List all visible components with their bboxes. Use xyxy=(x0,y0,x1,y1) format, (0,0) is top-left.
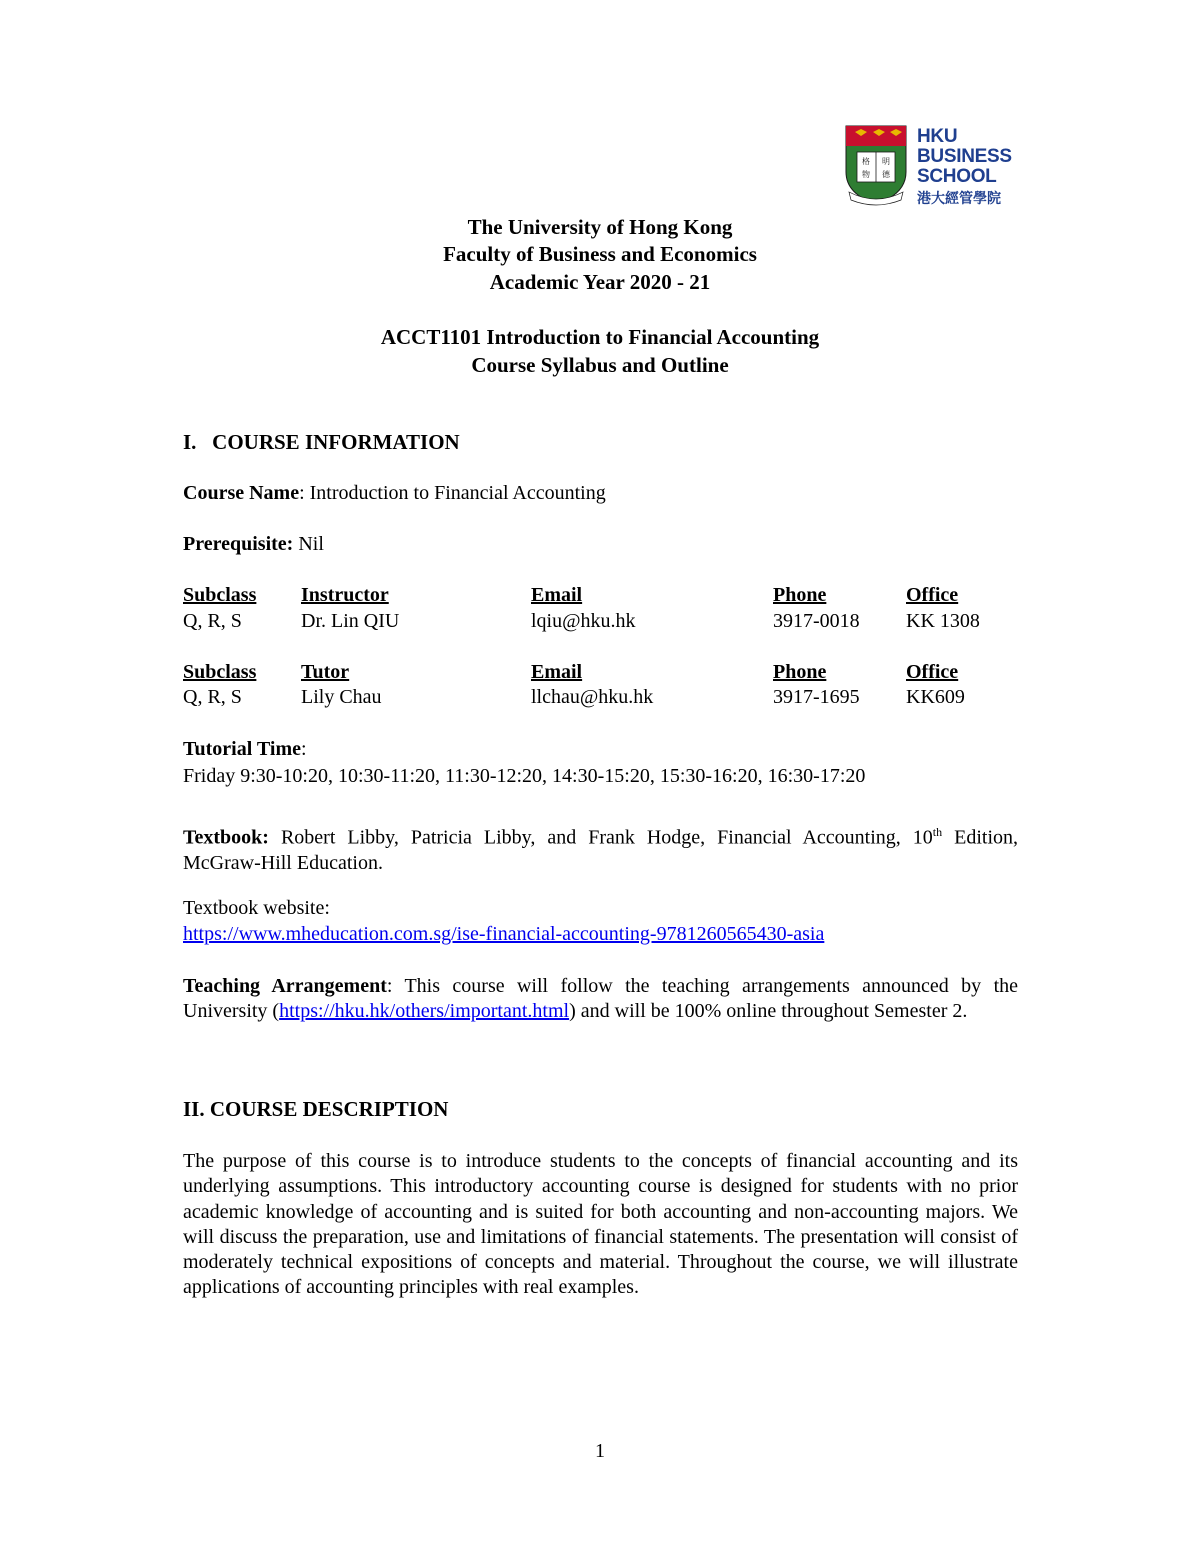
textbook-label: Textbook: xyxy=(183,826,269,849)
textbook-edition-superscript: th xyxy=(932,825,943,839)
academic-year: Academic Year 2020 - 21 xyxy=(489,270,711,294)
page-number: 1 xyxy=(595,1440,605,1462)
textbook-value: Robert Libby, Patricia Libby, and Frank Hodge, Financial Accounting, 10 xyxy=(268,826,933,849)
course-title: ACCT1101 Introduction to Financial Accounting xyxy=(380,325,820,349)
logo-wordmark xyxy=(917,127,1012,187)
tutor-header-email: Email xyxy=(531,661,583,683)
prerequisite-value: Nil xyxy=(293,533,324,555)
hku-business-school-logo xyxy=(843,124,1023,206)
tutor-office: KK609 xyxy=(906,686,965,708)
tutorial-time-label-line xyxy=(183,738,307,761)
logo-line-school: SCHOOL xyxy=(917,166,997,187)
tutor-header-subclass: Subclass xyxy=(183,661,257,683)
course-name-label: Course Name xyxy=(183,482,300,504)
tutor-subclass: Q, R, S xyxy=(183,686,242,708)
textbook-value-continued: Edition, McGraw-Hill Education. xyxy=(183,826,1018,874)
section-course-information-heading: I. COURSE INFORMATION xyxy=(183,430,460,454)
logo-chinese-name: 港大經管學院 xyxy=(917,191,1001,207)
teaching-arrangement-label: Teaching Arrangement xyxy=(183,975,387,997)
instructor-office: KK 1308 xyxy=(906,610,980,632)
teaching-arrangement-text: : This course will follow the teaching arrangements announced by the University ( xyxy=(183,975,1018,1023)
instructor-phone: 3917-0018 xyxy=(773,610,860,632)
instructor-header-phone: Phone xyxy=(773,584,827,606)
svg-text:明: 明 xyxy=(882,157,890,166)
instructor-email: lqiu@hku.hk xyxy=(531,610,636,632)
tutor-header-office: Office xyxy=(906,661,959,683)
section-course-description-heading: II. COURSE DESCRIPTION xyxy=(183,1097,449,1121)
tutor-phone: 3917-1695 xyxy=(773,686,860,708)
instructor-header-instructor: Instructor xyxy=(301,584,389,606)
tutor-header-tutor: Tutor xyxy=(301,661,350,683)
svg-text:物: 物 xyxy=(862,170,870,179)
syllabus-subtitle: Course Syllabus and Outline xyxy=(471,353,729,377)
course-name-value: : Introduction to Financial Accounting xyxy=(299,482,606,504)
tutor-name: Lily Chau xyxy=(301,686,382,708)
svg-text:格: 格 xyxy=(862,157,870,166)
university-title: The University of Hong Kong xyxy=(467,215,733,239)
tutorial-time-colon: : xyxy=(301,738,307,760)
textbook-website-label: Textbook website: xyxy=(183,897,330,919)
prerequisite-label: Prerequisite: xyxy=(183,533,294,555)
course-description-paragraph: The purpose of this course is to introduce students to the concepts of financial accounting and its underlying assumptions. This introductory accounting course is designed for students with no prior academic knowledge of accounting and is suited for both accounting and non-accounting majors. We will discuss the preparation, use and limitations of financial statements. The presentation will consist of moderately technical expositions of concepts and material. Throughout the course, we will illustrate applications of accounting principles with real examples. xyxy=(183,1150,1018,1299)
tutorial-time-label: Tutorial Time xyxy=(183,738,301,760)
logo-line-business: BUSINESS xyxy=(917,146,1012,167)
instructor-header-email: Email xyxy=(531,584,583,606)
instructor-subclass: Q, R, S xyxy=(183,610,242,632)
teaching-arrangement-paragraph xyxy=(183,974,1018,1025)
faculty-title: Faculty of Business and Economics xyxy=(443,242,757,266)
course-name-line xyxy=(183,482,606,505)
tutor-email: llchau@hku.hk xyxy=(531,686,654,708)
prerequisite-line xyxy=(183,533,324,556)
instructor-header-office: Office xyxy=(906,584,959,606)
textbook-website-link[interactable]: https://www.mheducation.com.sg/ise-financial-accounting-9781260565430-asia xyxy=(183,923,825,945)
tutorial-time-value: Friday 9:30-10:20, 10:30-11:20, 11:30-12:20, 14:30-15:20, 15:30-16:20, 16:30-17:20 xyxy=(183,765,866,787)
tutor-header-phone: Phone xyxy=(773,661,827,683)
textbook-paragraph xyxy=(183,820,1018,876)
svg-text:德: 德 xyxy=(882,170,890,179)
instructor-header-subclass: Subclass xyxy=(183,584,257,606)
hku-crest-icon xyxy=(843,124,909,206)
teaching-arrangement-text-continued: ) and will be 100% online throughout Semester 2. xyxy=(569,1000,968,1023)
logo-line-hku: HKU xyxy=(917,126,958,147)
important-announcement-link[interactable]: https://hku.hk/others/important.html xyxy=(279,1000,570,1023)
instructor-name: Dr. Lin QIU xyxy=(301,610,400,632)
